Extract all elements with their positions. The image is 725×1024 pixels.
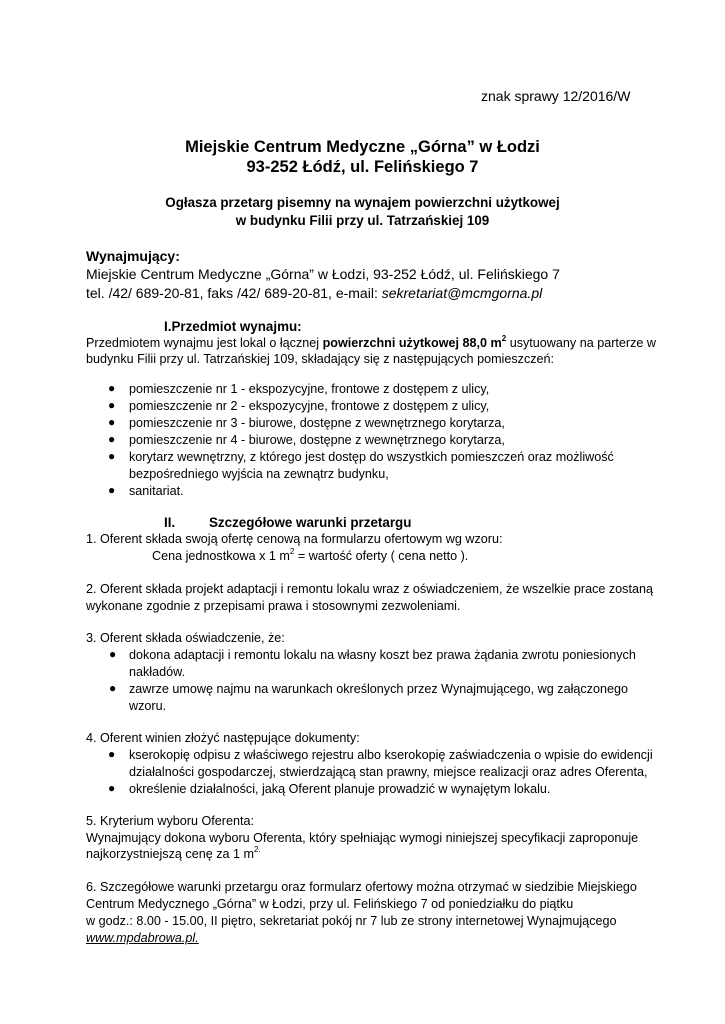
- landlord-contact-text: tel. /42/ 689-20-81, faks /42/ 689-20-81, e-mail:: [86, 285, 382, 301]
- section1-area: powierzchni użytkowej 88,0 m: [322, 336, 502, 350]
- condition-2-line1: 2. Oferent składa projekt adaptacji i remontu lokalu wraz z oświadczeniem, że wszelkie prace zostaną: [86, 582, 653, 596]
- condition-5-sup: 2.: [254, 844, 261, 854]
- condition-5-line2: [86, 846, 261, 863]
- condition-6-line1: 6. Szczegółowe warunki przetargu oraz formularz ofertowy można otrzymać w siedzibie Miejskiego: [86, 880, 637, 894]
- formula-sup: 2: [289, 546, 295, 556]
- header-title-line1: Miejskie Centrum Medyczne „Górna” w Łodzi: [185, 138, 540, 156]
- bullet-icon: ●: [108, 483, 116, 497]
- formula-text-end: = wartość oferty ( cena netto ).: [294, 549, 469, 563]
- document-item-continued: działalności gospodarczej, stwierdzającą stan prawny, miejsce realizacji oraz adres Oferenta,: [129, 765, 648, 779]
- room-list-item-continued: bezpośredniego wyjścia na zewnątrz budynku,: [129, 467, 389, 481]
- statement-item: dokona adaptacji i remontu lokalu na własny koszt bez prawa żądania zwrotu poniesionych: [129, 648, 636, 662]
- formula-text: Cena jednostkowa x 1 m: [152, 549, 290, 563]
- section1-area-sup: 2: [501, 333, 507, 343]
- condition-5-line1: Wynajmujący dokona wyboru Oferenta, który spełniając wymogi niniejszej specyfikacji zaproponuje: [86, 831, 639, 845]
- room-list-item: sanitariat.: [129, 484, 184, 498]
- section2-heading: Szczegółowe warunki przetargu: [209, 515, 412, 530]
- bullet-icon: ●: [108, 381, 116, 395]
- bullet-icon: ●: [108, 398, 116, 412]
- section1-paragraph-line2: budynku Filii przy ul. Tatrzańskiej 109, składający się z następujących pomieszczeń:: [86, 352, 555, 366]
- bullet-icon: ●: [108, 415, 116, 429]
- section2-number: II.: [164, 515, 176, 530]
- price-formula: [152, 548, 468, 565]
- website-link[interactable]: www.mpdabrowa.pl.: [86, 931, 199, 945]
- section1-p1-text: Przedmiotem wynajmu jest lokal o łącznej: [86, 336, 323, 350]
- condition-6-line2: Centrum Medycznego „Górna” w Łodzi, przy ul. Felińskiego 7 od poniedziałku do piątku: [86, 897, 574, 911]
- landlord-heading: Wynajmujący:: [86, 248, 180, 264]
- announcement-line2: w budynku Filii przy ul. Tatrzańskiej 109: [235, 213, 490, 228]
- section1-p1-text-end: usytuowany na parterze w: [506, 336, 657, 350]
- document-item: kserokopię odpisu z właściwego rejestru albo kserokopię zaświadczenia o wpisie do ewidencji: [129, 748, 653, 762]
- condition-5-text: najkorzystniejszą cenę za 1 m: [86, 847, 254, 861]
- header-title-line2: 93-252 Łódź, ul. Felińskiego 7: [246, 158, 479, 176]
- bullet-icon: ●: [109, 681, 117, 695]
- statement-item: zawrze umowę najmu na warunkach określonych przez Wynajmującego, wg załączonego: [129, 682, 628, 696]
- landlord-address: Miejskie Centrum Medyczne „Górna” w Łodzi, 93-252 Łódź, ul. Felińskiego 7: [86, 266, 560, 282]
- bullet-icon: ●: [108, 449, 116, 463]
- statement-item-continued: wzoru.: [129, 699, 167, 713]
- bullet-icon: ●: [108, 432, 116, 446]
- condition-5: 5. Kryterium wyboru Oferenta:: [86, 814, 254, 828]
- bullet-icon: ●: [108, 747, 116, 761]
- announcement-line1: Ogłasza przetarg pisemny na wynajem powierzchni użytkowej: [165, 195, 560, 210]
- section1-heading: I.Przedmiot wynajmu:: [164, 319, 302, 334]
- condition-3: 3. Oferent składa oświadczenie, że:: [86, 631, 285, 645]
- room-list-item: pomieszczenie nr 3 - biurowe, dostępne z wewnętrznego korytarza,: [129, 416, 505, 430]
- bullet-icon: ●: [109, 647, 117, 661]
- room-list-item: pomieszczenie nr 2 - ekspozycyjne, frontowe z dostępem z ulicy,: [129, 399, 490, 413]
- room-list-item: korytarz wewnętrzny, z którego jest dostęp do wszystkich pomieszczeń oraz możliwość: [129, 450, 614, 464]
- landlord-contact: [86, 283, 542, 303]
- bullet-icon: ●: [108, 781, 116, 795]
- condition-2-line2: wykonane zgodnie z przepisami prawa i stosownymi zezwoleniami.: [86, 599, 461, 613]
- statement-item-continued: nakładów.: [129, 665, 186, 679]
- landlord-email[interactable]: sekretariat@mcmgorna.pl: [381, 285, 543, 301]
- section1-paragraph-line1: [86, 335, 656, 352]
- condition-1: 1. Oferent składa swoją ofertę cenową na formularzu ofertowym wg wzoru:: [86, 532, 503, 546]
- room-list-item: pomieszczenie nr 4 - biurowe, dostępne z wewnętrznego korytarza,: [129, 433, 505, 447]
- room-list-item: pomieszczenie nr 1 - ekspozycyjne, frontowe z dostępem z ulicy,: [129, 382, 490, 396]
- condition-6-line3: w godz.: 8.00 - 15.00, II piętro, sekretariat pokój nr 7 lub ze strony internetowej Wynajmującego: [86, 914, 617, 928]
- case-number: znak sprawy 12/2016/W: [481, 88, 631, 104]
- condition-4: 4. Oferent winien złożyć następujące dokumenty:: [86, 731, 360, 745]
- document-item: określenie działalności, jaką Oferent planuje prowadzić w wynajętym lokalu.: [129, 782, 551, 796]
